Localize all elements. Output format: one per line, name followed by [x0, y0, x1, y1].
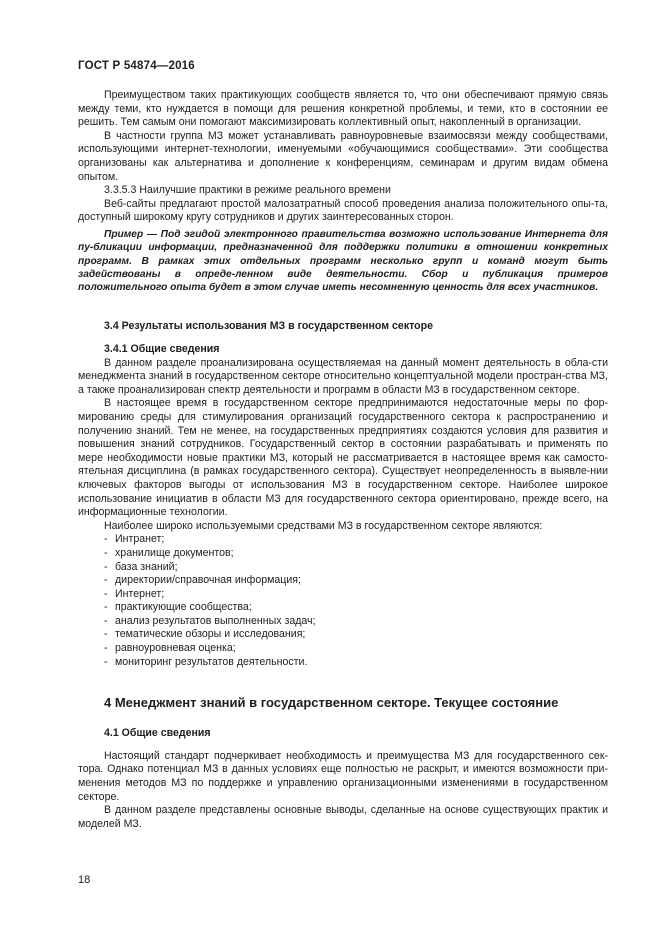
list-item: - хранилище документов; [104, 546, 234, 559]
list-item: - практикующие сообщества; [104, 601, 252, 614]
list-dash: - [104, 601, 108, 614]
paragraph-main-conclusions: В данном разделе представлены основные выводы, сделанные на основе существующих практик и моделей МЗ. [78, 804, 608, 830]
list-item: - Интернет; [104, 587, 165, 600]
page-header-standard-code: ГОСТ Р 54874—2016 [78, 60, 195, 72]
list-dash: - [104, 560, 108, 573]
list-item: - равноуровневая оценка; [104, 642, 236, 655]
km-tools-list [78, 533, 608, 669]
list-dash: - [104, 655, 108, 668]
paragraph-current-state: В настоящее время в государственном секторе предпринимаются недостаточные меры по фор-мированию среды для стимулирования организаций государственного сектора к распространению и получению знаний. Тем не менее, на государственных предприятиях создаются условия для развития и повышения знаний сотрудников. Государственный сектор в состоянии разрабатывать и применять по мере необходимости новые практики МЗ, который не рассматривается в настоящее время как самосто-ятельная дисциплина (в рамках государственного сектора). Существует неопределенность в выявле-нии ключевых факторов выгоды от использования МЗ в государственном секторе. Наиболее широкое использование инициатив в области МЗ для государственного сектора ориентировано, прежде всего, на информационные технологии. [78, 397, 608, 519]
subsection-heading-3-4-1: 3.4.1 Общие сведения [104, 343, 220, 356]
list-dash: - [104, 628, 108, 641]
paragraph-section-analysis: В данном разделе проанализирована осуществляемая на данный момент деятельность в обла-сти менеджмента знаний в государственном секторе относительно концептуальной модели простран-ства МЗ, а также проанализирован спектр деятельности и программ в области МЗ в государственном секторе. [78, 356, 608, 396]
list-item: - база знаний; [104, 560, 178, 573]
list-item: - анализ результатов выполненных задач; [104, 614, 316, 627]
paragraph-standard-emphasis: Настоящий стандарт подчеркивает необходимость и преимущества МЗ для государственного сек-тора. Однако потенциал МЗ в данных условиях еще полностью не раскрыт, и имеются возможности при-менения методов МЗ по поддержке и управлению организационными изменениями в государственном секторе. [78, 749, 608, 803]
list-dash: - [104, 642, 108, 655]
paragraph-learning-communities: В частности группа МЗ может устанавливать равноуровневые взаимосвязи между сообществами, использующими интернет-технологии, именуемыми «обучающимися сообществами». Эти сообщества организованы как альтернатива и дополнение к конференциям, семинарам и другим видам обмена опытом. [78, 129, 608, 183]
list-item: - директории/справочная информация; [104, 574, 301, 587]
list-dash: - [104, 574, 108, 587]
example-note: Пример — Под эгидой электронного правительства возможно использование Интернета для пу-бликации информации, предназначенной для поддержки политики в отношении конкретных программ. В рамках этих отдельных программ несколько групп и команд могут быть задействованы в опреде-ленном виде деятельности. Сбор и публикация примеров положительного опыта будет в этом случае иметь несомненную ценность для всех участников. [78, 228, 608, 294]
list-dash: - [104, 614, 108, 627]
list-dash: - [104, 546, 108, 559]
paragraph-tools-intro: Наиболее широко используемыми средствами МЗ в государственном секторе являются: [104, 519, 543, 532]
section-heading-3-4: 3.4 Результаты использования МЗ в государственном секторе [104, 320, 434, 333]
list-dash: - [104, 533, 108, 546]
list-dash: - [104, 587, 108, 600]
page-number: 18 [78, 874, 91, 886]
clause-heading-3-3-5-3: 3.3.5.3 Наилучшие практики в режиме реального времени [104, 184, 391, 197]
list-item: - мониторинг результатов деятельности. [104, 655, 308, 668]
paragraph-websites: Веб-сайты предлагают простой малозатратный способ проведения анализа положительного опы-та, доступный широкому кругу сотрудников и других заинтересованных сторон. [78, 197, 608, 224]
list-item: - тематические обзоры и исследования; [104, 628, 306, 641]
paragraph-communities-benefit: Преимуществом таких практикующих сообществ является то, что они обеспечивают прямую связь между теми, кто нуждается в помощи для решения конкретной проблемы, и теми, кто в состоянии ее решить. Тем самым они помогают максимизировать коллективный опыт, накопленный в организации. [78, 89, 608, 129]
list-item: - Интранет; [104, 533, 165, 546]
page-content [78, 89, 608, 831]
section-heading-4: 4 Менеджмент знаний в государственном секторе. Текущее состояние [104, 695, 559, 711]
subsection-heading-4-1: 4.1 Общие сведения [104, 727, 211, 740]
